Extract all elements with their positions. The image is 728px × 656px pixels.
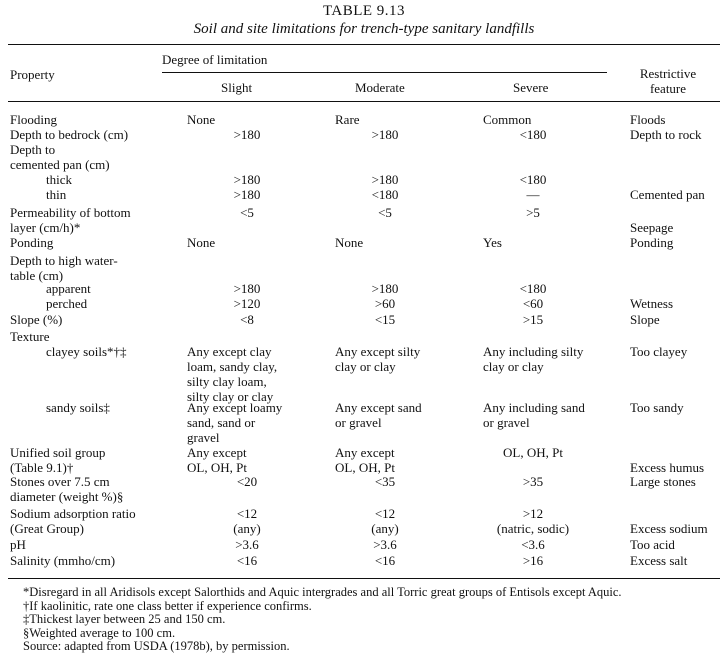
row-moderate: >3.6 xyxy=(373,537,397,552)
row-restrictive-feature: Depth to rock xyxy=(630,127,702,142)
row-severe: Common xyxy=(483,112,532,127)
row-property: Permeability of bottom layer (cm/h)* xyxy=(10,205,131,235)
row-severe: <180 xyxy=(519,172,547,187)
row-severe: <3.6 xyxy=(521,537,545,552)
row-property: perched xyxy=(46,296,88,311)
row-restrictive-feature: Wetness xyxy=(630,296,673,311)
row-moderate: None xyxy=(335,235,364,250)
top-rule xyxy=(8,44,720,45)
footnote: §Weighted average to 100 cm. xyxy=(23,625,176,640)
row-property: Flooding xyxy=(10,112,57,127)
row-moderate: >180 xyxy=(371,127,399,142)
row-slight: <8 xyxy=(240,312,254,327)
footnote: ‡Thickest layer between 25 and 150 cm. xyxy=(23,612,226,626)
footnote: Source: adapted from USDA (1978b), by permission. xyxy=(23,639,290,653)
row-severe: >5 xyxy=(526,205,540,220)
row-property: Salinity (mmho/cm) xyxy=(10,553,116,568)
row-property: thin xyxy=(46,187,67,202)
row-property: Ponding xyxy=(10,235,54,250)
row-property: pH xyxy=(10,537,26,552)
table-subtitle: Soil and site limitations for trench-type sanitary landfills xyxy=(193,21,535,37)
row-property: Slope (%) xyxy=(10,312,63,327)
row-slight: >180 xyxy=(233,172,261,187)
row-property: sandy soils‡ xyxy=(46,400,110,415)
row-slight: <16 xyxy=(236,553,258,568)
row-severe: Any including sand or gravel xyxy=(483,400,585,430)
row-property: Depth to cemented pan (cm) xyxy=(10,142,110,172)
row-restrictive-feature: Large stones xyxy=(630,474,696,489)
row-moderate: <5 xyxy=(378,205,392,220)
row-slight: >180 xyxy=(233,127,261,142)
table-caption xyxy=(0,2,728,38)
row-restrictive-feature: Excess humus xyxy=(630,460,705,475)
row-restrictive-feature: Floods xyxy=(630,112,666,127)
footnote: *Disregard in all Aridisols except Salorthids and Aquic intergrades and all Torric great groups of Entisols except Aquic. xyxy=(23,585,622,599)
row-property: Depth to bedrock (cm) xyxy=(10,127,129,142)
row-moderate: <15 xyxy=(374,312,396,327)
row-severe: Yes xyxy=(483,235,502,250)
header-restrictive: Restrictive feature xyxy=(639,66,697,96)
row-severe: OL, OH, Pt xyxy=(503,445,563,460)
row-severe: >16 xyxy=(522,553,544,568)
row-property: Texture xyxy=(10,329,50,344)
row-slight: Any except OL, OH, Pt xyxy=(187,445,247,475)
header-degree: Degree of limitation xyxy=(162,52,268,67)
header-severe: Severe xyxy=(513,80,549,95)
row-moderate: >180 xyxy=(371,281,399,296)
row-moderate: <35 xyxy=(374,474,396,489)
row-property: clayey soils*†‡ xyxy=(46,344,127,359)
row-restrictive-feature: Excess sodium xyxy=(630,521,708,536)
row-moderate: >180 xyxy=(371,172,399,187)
row-property: Stones over 7.5 cm diameter (weight %)§ xyxy=(10,474,124,504)
row-slight: Any except loamy sand, sand or gravel xyxy=(187,400,283,445)
row-moderate: <180 xyxy=(371,187,399,202)
row-severe: Any including silty clay or clay xyxy=(483,344,584,374)
row-restrictive-feature: Seepage xyxy=(630,220,674,235)
row-restrictive-feature: Excess salt xyxy=(630,553,688,568)
row-severe: — xyxy=(526,187,540,202)
row-slight: >120 xyxy=(233,296,261,311)
row-property: Sodium adsorption ratio (Great Group) xyxy=(10,506,136,536)
row-restrictive-feature: Cemented pan xyxy=(630,187,705,202)
row-slight: >180 xyxy=(233,187,261,202)
row-moderate: <16 xyxy=(374,553,396,568)
row-moderate: >60 xyxy=(374,296,396,311)
row-moderate: Any except sand or gravel xyxy=(335,400,422,430)
row-restrictive-feature: Ponding xyxy=(630,235,674,250)
row-restrictive-feature: Slope xyxy=(630,312,660,327)
header-rule xyxy=(8,101,720,102)
row-property: Depth to high water- table (cm) xyxy=(10,253,118,283)
row-restrictive-feature: Too sandy xyxy=(630,400,684,415)
row-severe: >12 (natric, sodic) xyxy=(496,506,570,536)
row-slight: <20 xyxy=(236,474,258,489)
row-slight: <12 (any) xyxy=(233,506,261,536)
degree-rule xyxy=(162,72,607,73)
row-slight: Any except clay loam, sandy clay, silty clay loam, silty clay or clay xyxy=(187,344,278,404)
row-moderate: Any except OL, OH, Pt xyxy=(335,445,395,475)
row-property: Unified soil group (Table 9.1)† xyxy=(10,445,106,475)
row-severe: >35 xyxy=(522,474,544,489)
row-restrictive-feature: Too clayey xyxy=(630,344,688,359)
row-severe: <60 xyxy=(522,296,544,311)
row-slight: >3.6 xyxy=(235,537,259,552)
row-moderate: Any except silty clay or clay xyxy=(335,344,421,374)
row-slight: >180 xyxy=(233,281,261,296)
row-slight: None xyxy=(187,235,216,250)
row-severe: <180 xyxy=(519,127,547,142)
bottom-rule xyxy=(8,578,720,579)
header-slight: Slight xyxy=(221,80,253,95)
row-restrictive-feature: Too acid xyxy=(630,537,675,552)
row-severe: <180 xyxy=(519,281,547,296)
row-slight: <5 xyxy=(240,205,254,220)
row-moderate: <12 (any) xyxy=(371,506,399,536)
row-property: thick xyxy=(46,172,72,187)
header-moderate: Moderate xyxy=(355,80,405,95)
row-moderate: Rare xyxy=(335,112,360,127)
footnote: †If kaolinitic, rate one class better if experience confirms. xyxy=(23,598,312,613)
row-severe: >15 xyxy=(522,312,544,327)
row-property: apparent xyxy=(46,281,91,296)
table-title: TABLE 9.13 xyxy=(322,3,406,19)
row-slight: None xyxy=(187,112,216,127)
header-property: Property xyxy=(10,67,55,82)
